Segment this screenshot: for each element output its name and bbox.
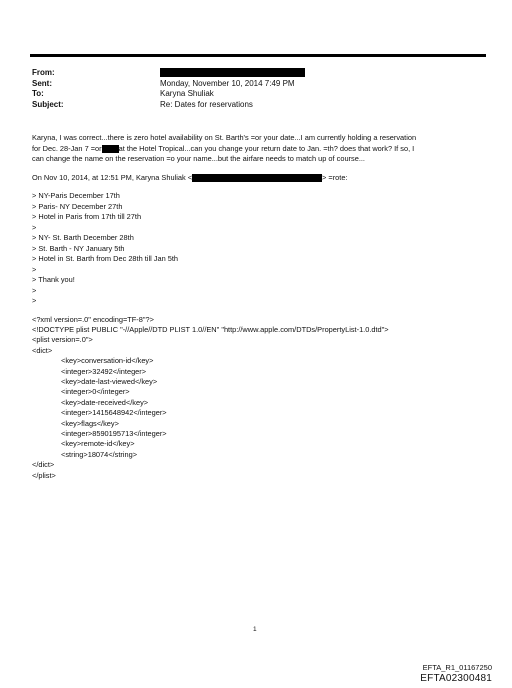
xml-entry: <integer>0</integer>	[61, 387, 130, 397]
from-value	[160, 68, 460, 79]
xml-entry: <key>date-last-viewed</key>	[61, 376, 158, 386]
redaction-block	[102, 145, 119, 153]
xml-entry: <key>conversation-id</key>	[61, 356, 154, 366]
quoted-line: > Paris- NY December 27th	[32, 201, 123, 211]
to-value: Karyna Shuliak	[160, 89, 214, 98]
quoted-line: > St. Barth - NY January 5th	[32, 243, 125, 253]
xml-entry: <integer>32492</integer>	[61, 366, 147, 376]
quoted-line: >	[32, 296, 37, 305]
xml-doctype: <!DOCTYPE plist PUBLIC "-//Apple//DTD PLIST 1.0//EN" "http://www.apple.com/DTDs/PropertyList-1.0.dtd">	[32, 324, 389, 334]
sent-label: Sent:	[32, 78, 52, 88]
message-line: Karyna, I was correct...there is zero hotel availability on St. Barth's =or your date...I am currently holding a reservation	[32, 133, 417, 142]
sent-row	[32, 79, 460, 90]
message-text: at the Hotel Tropical...can you change your return date to Jan. =th? does that work? If so, I	[118, 143, 415, 153]
quoted-line: > Thank you!	[32, 275, 75, 284]
redaction-block	[192, 174, 322, 182]
from-label: From:	[32, 68, 55, 77]
xml-entry: <key>date-received</key>	[61, 397, 149, 407]
xml-entry: <key>remote-id</key>	[61, 439, 135, 449]
quoted-line: > NY- St. Barth December 28th	[32, 233, 134, 242]
header-rule	[30, 54, 486, 57]
quoted-line: >	[32, 264, 37, 274]
quote-intro-text: On Nov 10, 2014, at 12:51 PM, Karyna Shuliak <	[32, 172, 193, 182]
subject-label: Subject:	[32, 99, 64, 109]
quoted-line: > NY-Paris December 17th	[32, 191, 120, 200]
quote-intro-text: > =rote:	[322, 172, 348, 182]
quoted-line: > Hotel in St. Barth from Dec 28th till Jan 5th	[32, 254, 179, 263]
xml-plist-close: </plist>	[32, 470, 56, 480]
xml-entry: <integer>1415648942</integer>	[61, 408, 167, 418]
xml-entry: <string>18074</string>	[61, 449, 138, 459]
xml-entry: <integer>8590195713</integer>	[61, 428, 167, 438]
message-line	[32, 144, 484, 155]
from-row	[32, 68, 460, 79]
redaction-block	[160, 68, 305, 77]
email-body	[32, 133, 484, 481]
xml-entry: <key>flags</key>	[61, 418, 119, 428]
bates-number-small: EFTA_R1_01167250	[422, 663, 492, 672]
xml-plist-open: <plist version=.0">	[32, 335, 93, 345]
bates-number-large: EFTA02300481	[420, 673, 492, 684]
to-label: To:	[32, 89, 44, 98]
xml-declaration: <?xml version=.0" encoding=TF-8"?>	[32, 314, 154, 324]
message-text: for Dec. 28-Jan 7 =or	[32, 143, 102, 153]
quoted-line: >	[32, 285, 37, 295]
quoted-text	[32, 191, 484, 307]
subject-value: Re: Dates for reservations	[160, 99, 253, 109]
quoted-line: >	[32, 222, 37, 232]
message-line: can change the name on the reservation =o your name...but the airfare needs to match up of course...	[32, 154, 365, 163]
xml-dict-close: </dict>	[32, 460, 55, 470]
plist-xml-block	[32, 315, 484, 482]
quoted-line: > Hotel in Paris from 17th till 27th	[32, 212, 142, 221]
xml-dict-open: <dict>	[32, 345, 53, 355]
to-row	[32, 89, 460, 100]
page-number: 1	[253, 626, 257, 633]
sent-value: Monday, November 10, 2014 7:49 PM	[160, 78, 295, 88]
email-header	[32, 68, 460, 110]
quote-intro	[32, 173, 484, 184]
subject-row	[32, 100, 460, 111]
message-paragraph	[32, 133, 484, 165]
